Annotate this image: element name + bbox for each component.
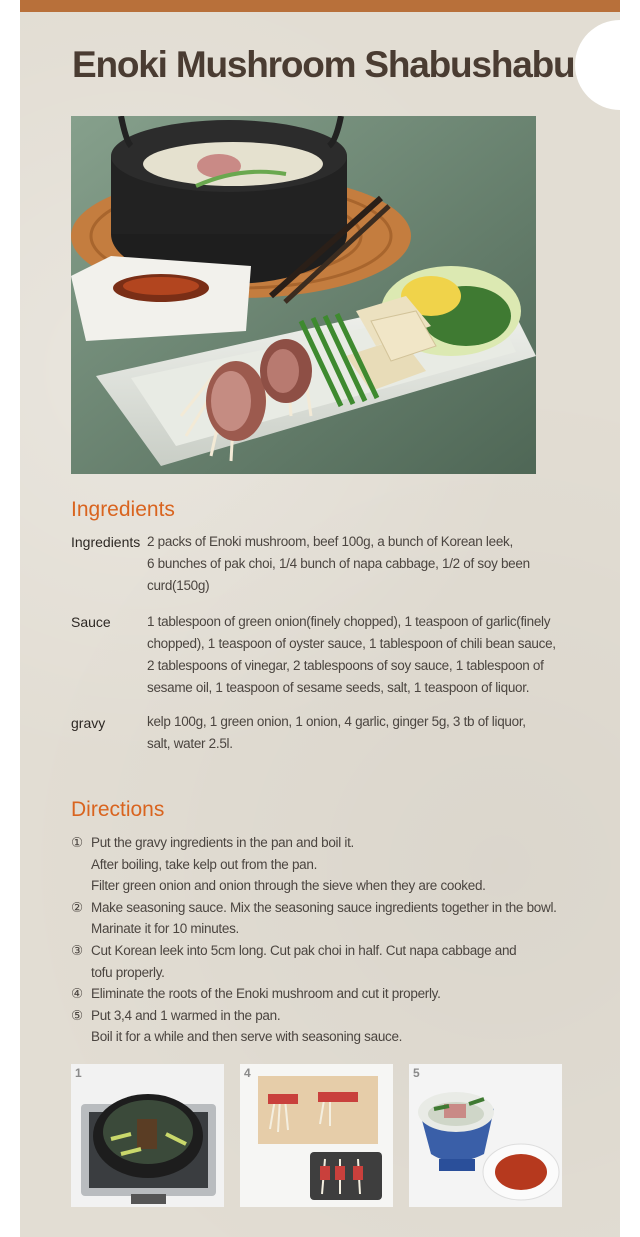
ingredients-heading: Ingredients <box>71 498 175 521</box>
recipe-card <box>20 0 620 1237</box>
step-photo-label: 1 <box>75 1066 82 1080</box>
top-accent-bar <box>20 0 620 12</box>
direction-step: ② Make seasoning sauce. Mix the seasoning sauce ingredients together in the bowl. Marinate it for 10 minutes. <box>71 897 601 940</box>
ingredients-row-label: Ingredients <box>71 534 141 550</box>
step-photo-1-illustration <box>71 1064 224 1207</box>
step-photo-1 <box>71 1064 224 1207</box>
step-photo-5 <box>409 1064 562 1207</box>
step-number: ⑤ <box>71 1007 83 1023</box>
step-photo-5-illustration <box>409 1064 562 1207</box>
direction-step: ④ Eliminate the roots of the Enoki mushroom and cut it properly. <box>71 983 601 1005</box>
gravy-row-label: gravy <box>71 715 106 731</box>
sauce-row-text: 1 tablespoon of green onion(finely chopped), 1 teaspoon of garlic(finely chopped), 1 teaspoon of oyster sauce, 1 tablespoon of chili bean sauce, 2 tablespoons of vinegar, 2 tablespoons of soy sauce, 1 tablespoon of sesame oil, 1 teaspoon of sesame seeds, salt, 1 teaspoon of liquor. <box>147 614 556 695</box>
step-number: ② <box>71 899 83 915</box>
step-photo-label: 5 <box>413 1066 420 1080</box>
step-photo-4-illustration <box>240 1064 393 1207</box>
direction-step: ① Put the gravy ingredients in the pan and boil it. After boiling, take kelp out from the pan. Filter green onion and onion through the sieve when they are cooked. <box>71 832 601 897</box>
sauce-row-label: Sauce <box>71 614 111 630</box>
step-photo-4 <box>240 1064 393 1207</box>
hero-illustration <box>71 116 536 474</box>
step-number: ① <box>71 835 83 850</box>
directions-list <box>71 832 601 1048</box>
ingredients-row-text: 2 packs of Enoki mushroom, beef 100g, a bunch of Korean leek, 6 bunches of pak choi, 1/4 bunch of napa cabbage, 1/2 of soy been curd(150g) <box>147 534 530 593</box>
page-corner-tab <box>575 20 640 110</box>
step-number: ③ <box>71 942 83 958</box>
step-number: ④ <box>71 986 83 1002</box>
direction-step: ⑤ Put 3,4 and 1 warmed in the pan. Boil it for a while and then serve with seasoning sauce. <box>71 1005 601 1048</box>
hero-photo <box>71 116 536 474</box>
direction-step: ③ Cut Korean leek into 5cm long. Cut pak choi in half. Cut napa cabbage and tofu properly. <box>71 940 601 983</box>
recipe-title: Enoki Mushroom Shabushabu <box>72 44 575 85</box>
gravy-row-text: kelp 100g, 1 green onion, 1 onion, 4 garlic, ginger 5g, 3 tb of liquor, salt, water 2.5l. <box>147 714 526 751</box>
directions-heading: Directions <box>71 798 165 821</box>
step-photo-label: 4 <box>244 1066 251 1080</box>
